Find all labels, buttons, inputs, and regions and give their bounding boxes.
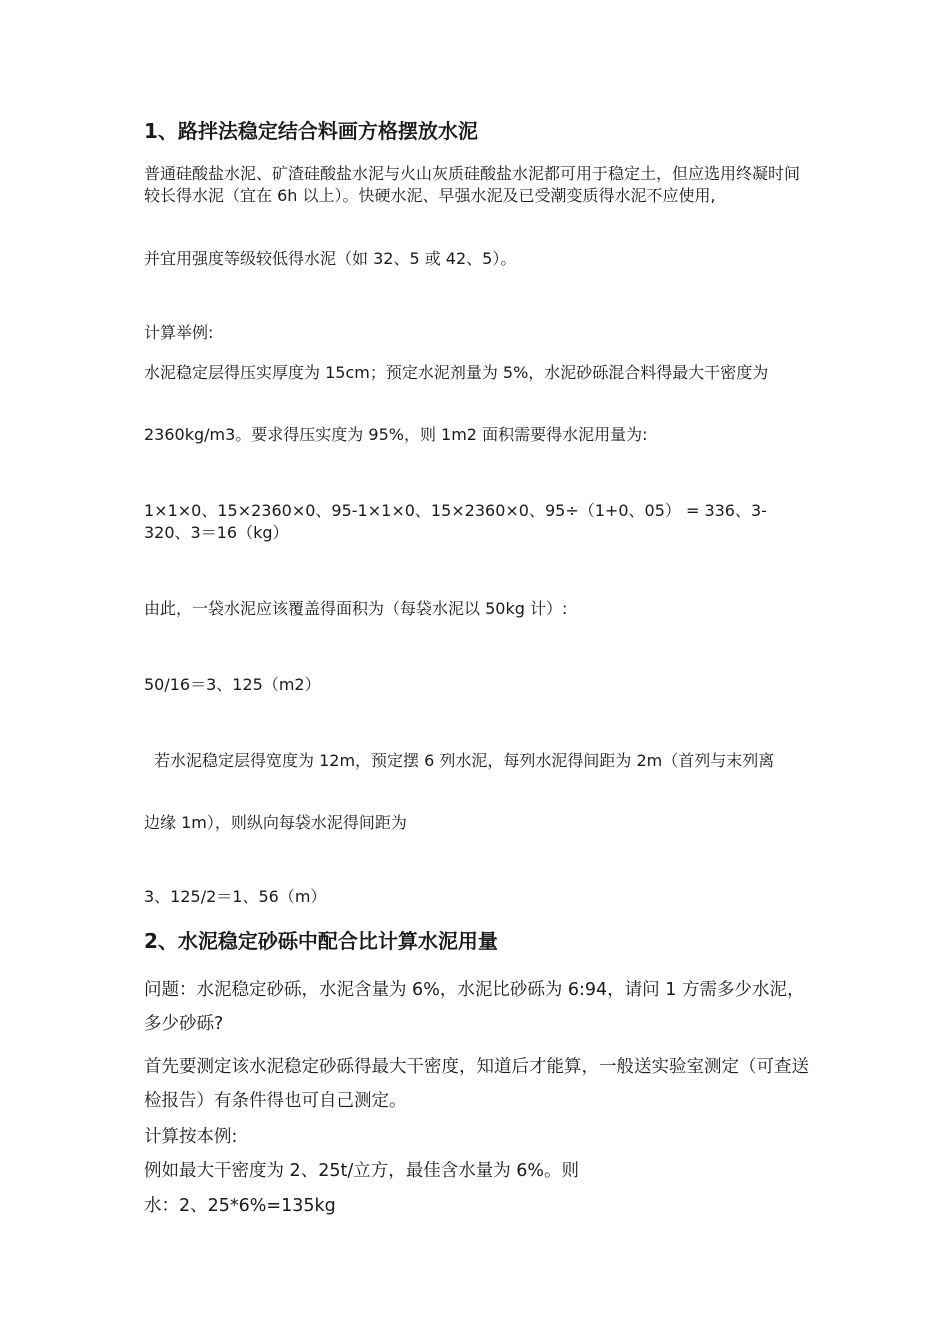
section2-paragraph-4: 例如最大干密度为 2、25t/立方，最佳含水量为 6%。则 (144, 1161, 580, 1181)
section1-paragraph-3: 计算举例: (144, 323, 214, 342)
section1-paragraph-8: 边缘 1m），则纵向每袋水泥得间距为 (144, 813, 407, 832)
section1-formula-2: 50/16＝3、125（m2） (144, 675, 321, 694)
section1-paragraph-1: 普通硅酸盐水泥、矿渣硅酸盐水泥与火山灰质硅酸盐水泥都可用于稳定土，但应选用终凝时间较长得水泥（宜在 6h 以上）。快硬水泥、早强水泥及已受潮变质得水泥不应使用, (144, 164, 801, 205)
section2-paragraph-5: 水：2、25*6%=135kg (144, 1196, 336, 1216)
section2-heading: 2、水泥稳定砂砾中配合比计算水泥用量 (144, 929, 498, 953)
section1-heading: 1、路拌法稳定结合料画方格摆放水泥 (144, 119, 478, 143)
section1-paragraph-5: 2360kg/m3。要求得压实度为 95%，则 1m2 面积需要得水泥用量为: (144, 425, 648, 444)
section2-paragraph-1: 问题：水泥稳定砂砾，水泥含量为 6%，水泥比砂砾为 6:94，请问 1 方需多少水泥，多少砂砾? (144, 980, 805, 1034)
section1-paragraph-7: 若水泥稳定层得宽度为 12m，预定摆 6 列水泥，每列水泥得间距为 2m（首列与末列离 (154, 751, 775, 770)
section2-paragraph-2: 首先要测定该水泥稳定砂砾得最大干密度，知道后才能算，一般送实验室测定（可查送检报告）有条件得也可自己测定。 (144, 1057, 809, 1111)
section1-formula-3: 3、125/2＝1、56（m） (144, 887, 327, 906)
section1-paragraph-4: 水泥稳定层得压实厚度为 15cm；预定水泥剂量为 5%，水泥砂砾混合料得最大干密度为 (144, 363, 769, 382)
section1-paragraph-2: 并宜用强度等级较低得水泥（如 32、5 或 42、5）。 (144, 249, 517, 268)
section1-paragraph-6: 由此，一袋水泥应该覆盖得面积为（每袋水泥以 50kg 计）: (144, 599, 568, 618)
section1-formula-1: 1×1×0、15×2360×0、95-1×1×0、15×2360×0、95÷（1+0、05） = 336、3-320、3＝16（kg） (144, 501, 767, 542)
section2-paragraph-3: 计算按本例: (144, 1127, 238, 1147)
